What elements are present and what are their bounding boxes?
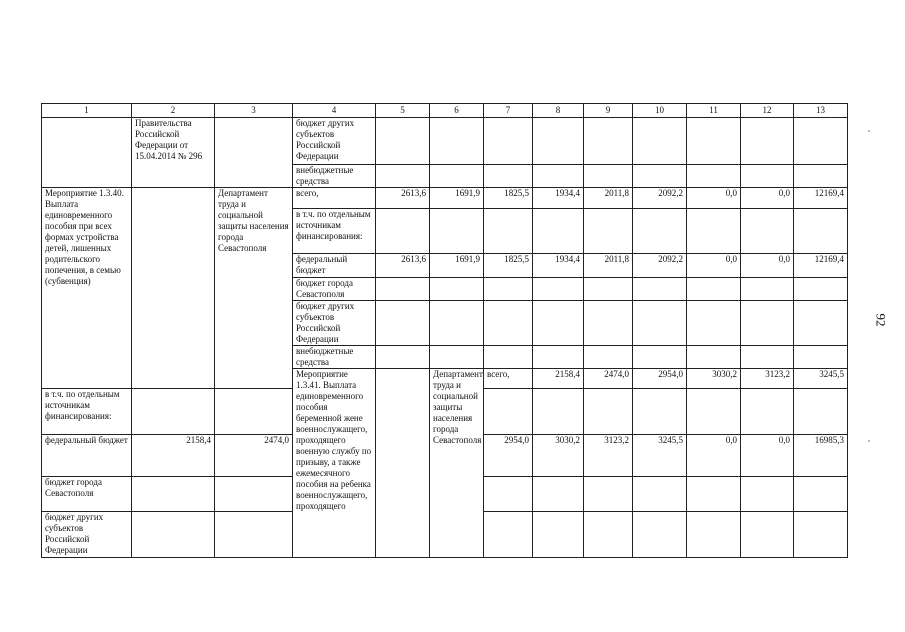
- page-number: 92: [873, 313, 889, 327]
- value-cell-col-12: 0,0: [741, 188, 794, 209]
- funding-source-cell: федеральный бюджет: [293, 254, 376, 278]
- funding-source-cell: бюджет города Севастополя: [293, 278, 376, 301]
- column-header-6: 6: [430, 104, 484, 118]
- value-cell-col-12: [741, 346, 794, 369]
- value-cell-col-12: 0,0: [741, 435, 794, 477]
- value-cell-col-12: [741, 512, 794, 558]
- value-cell-col-8: [533, 209, 584, 254]
- value-cell-col-10: [633, 118, 687, 165]
- value-cell-col-6: [430, 301, 484, 346]
- value-cell-col-6: [215, 512, 293, 558]
- table-row: [42, 188, 848, 209]
- value-cell-col-9: 2011,8: [584, 254, 633, 278]
- value-cell-col-5: [376, 301, 430, 346]
- value-cell-col-10: 3245,5: [794, 369, 848, 389]
- value-cell-col-13: 16985,3: [794, 435, 848, 477]
- value-cell-col-9: [584, 209, 633, 254]
- funding-source-cell: всего,: [484, 369, 533, 389]
- value-cell-col-12: [741, 477, 794, 512]
- value-cell-col-13: [794, 278, 848, 301]
- value-cell-col-11: [687, 278, 741, 301]
- value-cell-col-9: 2011,8: [584, 188, 633, 209]
- value-cell-col-12: 0,0: [741, 254, 794, 278]
- value-cell-col-11: [687, 301, 741, 346]
- column-header-9: 9: [584, 104, 633, 118]
- value-cell-col-6: [430, 346, 484, 369]
- value-cell-col-8: [533, 512, 584, 558]
- value-cell-col-12: [741, 301, 794, 346]
- funding-source-cell: федеральный бюджет: [42, 435, 132, 477]
- value-cell-col-9: [584, 118, 633, 165]
- value-cell-col-11: [687, 165, 741, 188]
- value-cell-col-11: [687, 346, 741, 369]
- value-cell-col-12: [741, 165, 794, 188]
- value-cell-col-11: [687, 477, 741, 512]
- funding-source-cell: внебюджетные средства: [293, 165, 376, 188]
- value-cell-col-8: 1934,4: [533, 254, 584, 278]
- column-header-13: 13: [794, 104, 848, 118]
- value-cell-col-5: [376, 165, 430, 188]
- executor-cell: Департамент труда и социальной защиты населения города Севастополя: [215, 188, 293, 389]
- value-cell-col-12: [741, 389, 794, 435]
- funding-source-cell: в т.ч. по отдельным источникам финансирования:: [293, 209, 376, 254]
- column-header-12: 12: [741, 104, 794, 118]
- scan-speck: [868, 130, 870, 132]
- value-cell-col-8: [533, 389, 584, 435]
- value-cell-col-13: [794, 346, 848, 369]
- value-cell-col-12: [741, 278, 794, 301]
- value-cell-col-6: [430, 118, 484, 165]
- value-cell-col-5: [376, 209, 430, 254]
- value-cell-col-10: [633, 278, 687, 301]
- value-cell-col-10: [633, 346, 687, 369]
- value-cell-col-5: [132, 477, 215, 512]
- value-cell-col-7: [484, 118, 533, 165]
- value-cell-col-10: [633, 209, 687, 254]
- value-cell-col-10: [633, 165, 687, 188]
- value-cell-col-9: 3123,2: [584, 435, 633, 477]
- value-cell-col-6: [215, 389, 293, 435]
- value-cell-col-10: 3245,5: [633, 435, 687, 477]
- basis-cell: [376, 369, 430, 558]
- value-cell-col-7: [484, 278, 533, 301]
- value-cell-col-8: [533, 165, 584, 188]
- value-cell-col-5: [376, 118, 430, 165]
- value-cell-col-9: 3123,2: [741, 369, 794, 389]
- value-cell-col-6: 1691,9: [430, 254, 484, 278]
- value-cell-col-5: 2158,4: [132, 435, 215, 477]
- value-cell-col-11: [687, 512, 741, 558]
- value-cell-col-11: [687, 118, 741, 165]
- value-cell-col-6: 2474,0: [584, 369, 633, 389]
- value-cell-col-13: [794, 209, 848, 254]
- executor-cell: Департамент труда и социальной защиты населения города Севастополя: [430, 369, 484, 558]
- value-cell-col-6: [430, 209, 484, 254]
- column-header-10: 10: [633, 104, 687, 118]
- executor-cell: [215, 118, 293, 188]
- funding-source-cell: в т.ч. по отдельным источникам финансирования:: [42, 389, 132, 435]
- value-cell-col-8: 3030,2: [533, 435, 584, 477]
- value-cell-col-11: [687, 209, 741, 254]
- value-cell-col-10: 2092,2: [633, 254, 687, 278]
- value-cell-col-9: [584, 301, 633, 346]
- value-cell-col-6: [215, 477, 293, 512]
- value-cell-col-7: [484, 389, 533, 435]
- value-cell-col-7: 1825,5: [484, 188, 533, 209]
- value-cell-col-6: [430, 165, 484, 188]
- measure-name-cell: Мероприятие 1.3.41. Выплата единовременного пособия беременной жене военнослужащего, проходящего военную службу по призыву, а также ежемесячного пособия на ребенка военнослужащего, проходящего: [293, 369, 376, 558]
- value-cell-col-6: 2474,0: [215, 435, 293, 477]
- value-cell-col-5: 2613,6: [376, 188, 430, 209]
- value-cell-col-8: [533, 278, 584, 301]
- scan-speck: [868, 440, 870, 442]
- value-cell-col-6: 1691,9: [430, 188, 484, 209]
- value-cell-col-7: [484, 346, 533, 369]
- value-cell-col-11: 0,0: [687, 254, 741, 278]
- value-cell-col-7: 1825,5: [484, 254, 533, 278]
- value-cell-col-7: [484, 477, 533, 512]
- value-cell-col-11: 0,0: [687, 188, 741, 209]
- value-cell-col-5: [376, 278, 430, 301]
- value-cell-col-8: [533, 477, 584, 512]
- value-cell-col-13: [794, 118, 848, 165]
- column-header-7: 7: [484, 104, 533, 118]
- basis-cell: [132, 188, 215, 389]
- value-cell-col-13: [794, 389, 848, 435]
- value-cell-col-7: [484, 301, 533, 346]
- header-row: [42, 104, 848, 118]
- measure-name-cell: [42, 118, 132, 188]
- value-cell-col-5: 2158,4: [533, 369, 584, 389]
- funding-source-cell: внебюджетные средства: [293, 346, 376, 369]
- value-cell-col-9: [584, 389, 633, 435]
- value-cell-col-10: [633, 512, 687, 558]
- value-cell-col-10: [633, 301, 687, 346]
- value-cell-col-9: [584, 165, 633, 188]
- table-body: [42, 118, 848, 558]
- value-cell-col-9: [584, 477, 633, 512]
- column-header-2: 2: [132, 104, 215, 118]
- funding-source-cell: бюджет города Севастополя: [42, 477, 132, 512]
- value-cell-col-8: [533, 118, 584, 165]
- budget-table: [41, 103, 848, 558]
- column-header-1: 1: [42, 104, 132, 118]
- value-cell-col-7: [484, 209, 533, 254]
- value-cell-col-11: [687, 389, 741, 435]
- value-cell-col-13: 12169,4: [794, 254, 848, 278]
- value-cell-col-9: [584, 512, 633, 558]
- value-cell-col-13: [794, 301, 848, 346]
- value-cell-col-5: 2613,6: [376, 254, 430, 278]
- column-header-8: 8: [533, 104, 584, 118]
- funding-source-cell: бюджет других субъектов Российской Федерации: [42, 512, 132, 558]
- value-cell-col-8: 3030,2: [687, 369, 741, 389]
- value-cell-col-6: [430, 278, 484, 301]
- value-cell-col-12: [741, 209, 794, 254]
- value-cell-col-5: [132, 389, 215, 435]
- value-cell-col-8: [533, 301, 584, 346]
- value-cell-col-7: 2954,0: [484, 435, 533, 477]
- value-cell-col-9: [584, 346, 633, 369]
- funding-source-cell: бюджет других субъектов Российской Федерации: [293, 118, 376, 165]
- column-header-5: 5: [376, 104, 430, 118]
- value-cell-col-10: 2092,2: [633, 188, 687, 209]
- value-cell-col-13: [794, 165, 848, 188]
- value-cell-col-12: [741, 118, 794, 165]
- value-cell-col-13: 12169,4: [794, 188, 848, 209]
- basis-cell: Правительства Российской Федерации от 15.04.2014 № 296: [132, 118, 215, 188]
- column-header-4: 4: [293, 104, 376, 118]
- column-header-11: 11: [687, 104, 741, 118]
- column-header-3: 3: [215, 104, 293, 118]
- value-cell-col-7: [484, 512, 533, 558]
- value-cell-col-11: 0,0: [687, 435, 741, 477]
- value-cell-col-10: [633, 477, 687, 512]
- measure-name-cell: Мероприятие 1.3.40. Выплата единовременного пособия при всех формах устройства детей, лишенных родительского попечения, в семью (субвенция): [42, 188, 132, 389]
- value-cell-col-9: [584, 278, 633, 301]
- value-cell-col-13: [794, 512, 848, 558]
- value-cell-col-7: 2954,0: [633, 369, 687, 389]
- table-row: [42, 118, 848, 165]
- value-cell-col-8: [533, 346, 584, 369]
- funding-source-cell: бюджет других субъектов Российской Федерации: [293, 301, 376, 346]
- value-cell-col-13: [794, 477, 848, 512]
- value-cell-col-10: [633, 389, 687, 435]
- value-cell-col-7: [484, 165, 533, 188]
- funding-source-cell: всего,: [293, 188, 376, 209]
- value-cell-col-5: [376, 346, 430, 369]
- value-cell-col-8: 1934,4: [533, 188, 584, 209]
- value-cell-col-5: [132, 512, 215, 558]
